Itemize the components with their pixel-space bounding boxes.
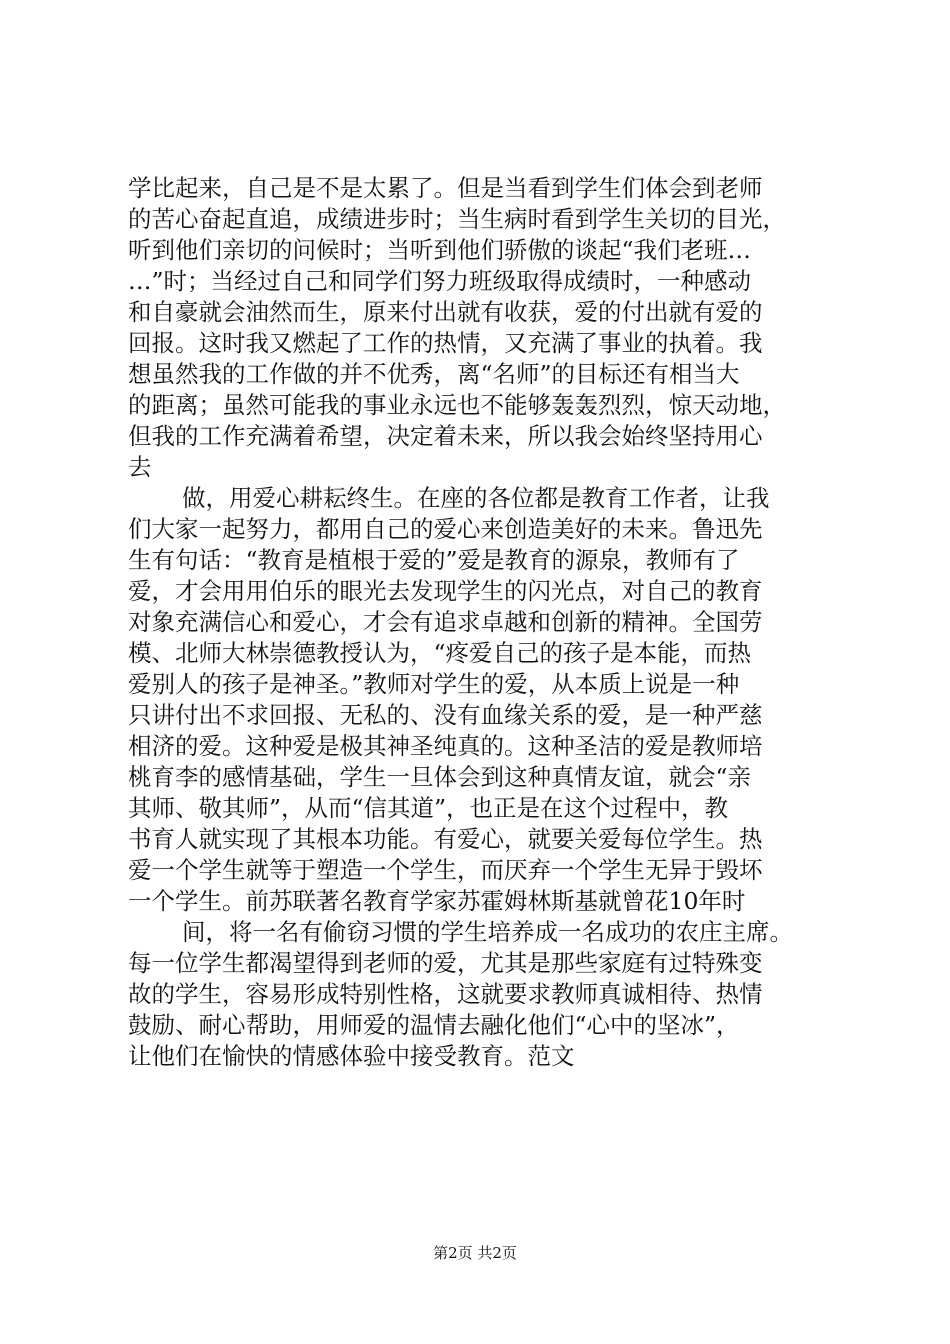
text-line: 书育人就实现了其根本功能。有爱心，就要关爱每位学生。热 <box>128 825 763 853</box>
text-line: 的距离；虽然可能我的事业永远也不能够轰轰烈烈，惊天动地， <box>128 391 786 419</box>
text-line: 但我的工作充满着希望，决定着未来，所以我会始终坚持用心 <box>128 422 763 450</box>
text-line: 听到他们亲切的问候时；当听到他们骄傲的谈起“我们老班… <box>128 236 752 264</box>
text-line: 只讲付出不求回报、无私的、没有血缘关系的爱，是一种严慈 <box>128 701 763 729</box>
text-line: 的苦心奋起直追，成绩进步时；当生病时看到学生关切的目光， <box>128 205 786 233</box>
text-line: 让他们在愉快的情感体验中接受教育。范文 <box>128 1042 575 1070</box>
text-line: 模、北师大林崇德教授认为，“疼爱自己的孩子是本能，而热 <box>128 639 752 667</box>
text-line: 桃育李的感情基础，学生一旦体会到这种真情友谊，就会“亲 <box>128 763 752 791</box>
text-line: 对象充满信心和爱心，才会有追求卓越和创新的精神。全国劳 <box>128 608 763 636</box>
text-line: 爱，才会用用伯乐的眼光去发现学生的闪光点，对自己的教育 <box>128 577 763 605</box>
text-line: 学比起来，自己是不是太累了。但是当看到学生们体会到老师 <box>128 174 763 202</box>
text-line: 做，用爱心耕耘终生。在座的各位都是教育工作者，让我 <box>182 484 770 512</box>
text-line: …”时；当经过自己和同学们努力班级取得成绩时，一种感动 <box>128 267 752 295</box>
text-line: 间，将一名有偷窃习惯的学生培养成一名成功的农庄主席。 <box>182 918 793 946</box>
page-footer: 第2页 共2页 <box>433 1244 517 1262</box>
text-line: 相济的爱。这种爱是极其神圣纯真的。这种圣洁的爱是教师培 <box>128 732 763 760</box>
text-line: 鼓励、耐心帮助，用师爱的温情去融化他们“心中的坚冰”， <box>128 1011 740 1039</box>
body-text <box>128 173 848 1072</box>
text-line: 爱一个学生就等于塑造一个学生，而厌弃一个学生无异于毁坏 <box>128 856 763 884</box>
text-line: 其师、敬其师”，从而“信其道”，也正是在这个过程中，教 <box>128 794 729 822</box>
text-line: 回报。这时我又燃起了工作的热情，又充满了事业的执着。我 <box>128 329 763 357</box>
text-line: 每一位学生都渴望得到老师的爱，尤其是那些家庭有过特殊变 <box>128 949 763 977</box>
text-line: 去 <box>128 453 154 481</box>
text-line: 和自豪就会油然而生，原来付出就有收获，爱的付出就有爱的 <box>128 298 763 326</box>
text-line: 一个学生。前苏联著名教育学家苏霍姆林斯基就曾花10年时 <box>128 887 746 915</box>
text-line: 生有句话：“教育是植根于爱的”爱是教育的源泉，教师有了 <box>128 546 740 574</box>
text-line: 爱别人的孩子是神圣。”教师对学生的爱，从本质上说是一种 <box>128 670 740 698</box>
text-line: 故的学生，容易形成特别性格，这就要求教师真诚相待、热情 <box>128 980 763 1008</box>
text-line: 们大家一起努力，都用自己的爱心来创造美好的未来。鲁迅先 <box>128 515 763 543</box>
text-line: 想虽然我的工作做的并不优秀，离“名师”的目标还有相当大 <box>128 360 740 388</box>
